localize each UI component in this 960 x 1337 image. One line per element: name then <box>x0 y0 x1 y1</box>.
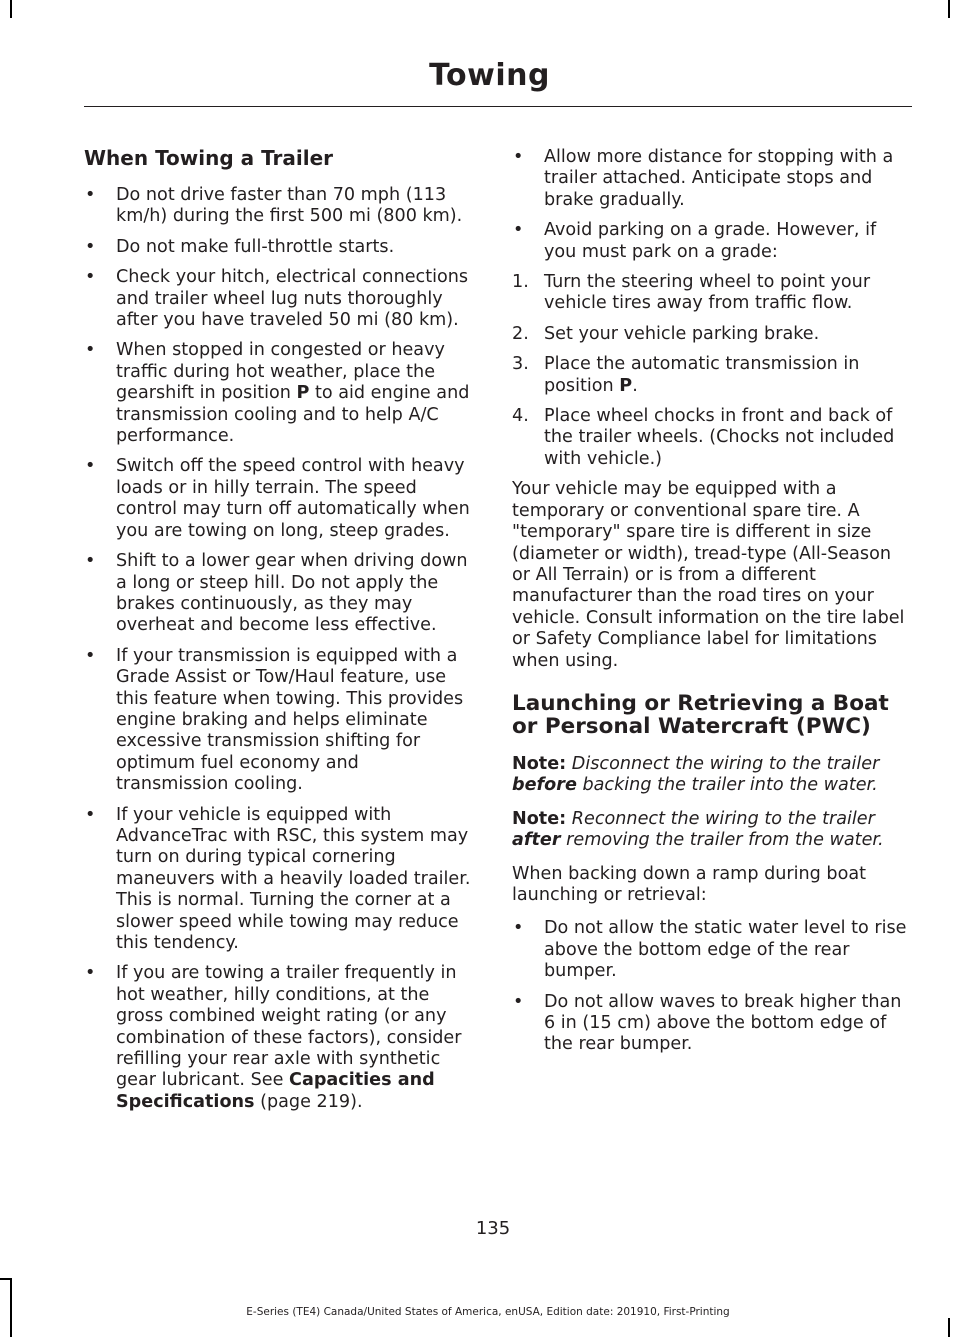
gear-position: P <box>619 375 633 396</box>
list-item: • If your transmission is equipped with a Grade Assist or Tow/Haul feature, use this feature when towing. This provides engine braking and helps eliminate excessive transmission shifting for optimum fuel economy and transmission cooling. <box>85 645 464 795</box>
bullet-icon: • <box>513 147 524 167</box>
ramp-tips-list <box>512 918 908 1055</box>
list-item: • Check your hitch, electrical connections and trailer wheel lug nuts thoroughly after you have traveled 50 mi (80 km). <box>85 267 469 331</box>
bullet-icon: • <box>85 267 96 288</box>
bullet-icon: • <box>85 340 96 361</box>
crop-mark-bottom-right <box>948 1318 950 1337</box>
stopping-tips-list <box>512 147 908 263</box>
bullet-icon: • <box>513 991 524 1012</box>
list-item: • Switch off the speed control with heavy loads or in hilly terrain. The speed control may turn off automatically when you are towing on long, steep grades. <box>85 456 470 541</box>
crop-mark-bottom-left-h <box>0 1278 12 1280</box>
list-item: • If your vehicle is equipped with AdvanceTrac with RSC, this system may turn on during typical cornering maneuvers with a heavily loaded trailer. This is normal. Turning the corner at a slower speed while towing may reduce this tendency. <box>85 804 471 953</box>
bullet-icon: • <box>513 918 524 939</box>
bullet-icon: • <box>85 185 96 205</box>
list-item: • Do not allow waves to break higher than 6 in (15 cm) above the bottom edge of the rear bumper. <box>513 991 902 1055</box>
page-number: 135 <box>475 1218 511 1239</box>
note: Note: Reconnect the wiring to the trailer after removing the trailer from the water. <box>512 808 884 851</box>
bullet-icon: • <box>85 456 96 477</box>
list-item: • Do not allow the static water level to rise above the bottom edge of the rear bumper. <box>513 918 907 982</box>
bullet-icon: • <box>85 551 96 572</box>
section-heading: When Towing a Trailer <box>84 146 334 170</box>
list-item: • Allow more distance for stopping with a trailer attached. Anticipate stops and brake gradually. <box>513 147 894 210</box>
right-column <box>512 147 908 1065</box>
list-item: • Avoid parking on a grade. However, if you must park on a grade: <box>513 220 877 262</box>
list-item: • If you are towing a trailer frequently in hot weather, hilly conditions, at the gross combined weight rating (or any combination of these factors), consider refilling your rear axle with synthetic gear lubricant. See Capacities and Specifications (page 219). <box>85 963 462 1112</box>
step-item: 3. Place the automatic transmission in position P. <box>512 354 860 396</box>
ramp-intro: When backing down a ramp during boat launching or retrieval: <box>512 863 867 905</box>
footer-edition: E-Series (TE4) Canada/United States of America, enUSA, Edition date: 201910, First-Printing <box>246 1306 730 1318</box>
list-item: • Do not drive faster than 70 mph (113 km/h) during the first 500 mi (800 km). <box>85 185 463 227</box>
list-item: • Do not make full-throttle starts. <box>85 236 395 257</box>
note: Note: Disconnect the wiring to the trailer before backing the trailer into the water. <box>512 753 880 796</box>
crop-mark-top-left <box>10 0 12 18</box>
page-title: Towing <box>429 58 550 93</box>
list-item: • When stopped in congested or heavy traffic during hot weather, place the gearshift in position P to aid engine and transmission cooling and to help A/C performance. <box>85 340 470 447</box>
parking-steps-list <box>512 272 908 470</box>
towing-tips-list <box>84 185 476 1113</box>
bullet-icon: • <box>513 220 524 241</box>
spare-tire-paragraph: Your vehicle may be equipped with a temporary or conventional spare tire. A "temporary" spare tire is different in size (diameter or width), tread-type (All-Season or All Terrain) or is from a different manufacturer than the road tires on your vehicle. Consult information on the tire label or Safety Compliance label for limitations when using. <box>512 479 905 671</box>
step-item: 1. Turn the steering wheel to point your vehicle tires away from traffic flow. <box>512 272 871 314</box>
left-column <box>84 145 476 1122</box>
bullet-icon: • <box>85 804 96 825</box>
bullet-icon: • <box>85 645 96 666</box>
step-item: 2. Set your vehicle parking brake. <box>512 323 820 344</box>
gear-position: P <box>296 383 310 404</box>
crop-mark-top-right <box>948 0 950 18</box>
list-item: • Shift to a lower gear when driving down a long or steep hill. Do not apply the brakes continuously, as they may overheat and become less effective. <box>85 551 468 636</box>
bullet-icon: • <box>85 236 96 257</box>
bullet-icon: • <box>85 963 96 984</box>
header-divider <box>84 106 912 107</box>
section-heading-boat: Launching or Retrieving a Boat or Personal Watercraft (PWC) <box>512 690 889 739</box>
step-item: 4. Place wheel chocks in front and back of the trailer wheels. (Chocks not included with vehicle.) <box>512 406 895 469</box>
cross-reference-link[interactable]: Capacities and Specifications <box>116 1070 435 1112</box>
